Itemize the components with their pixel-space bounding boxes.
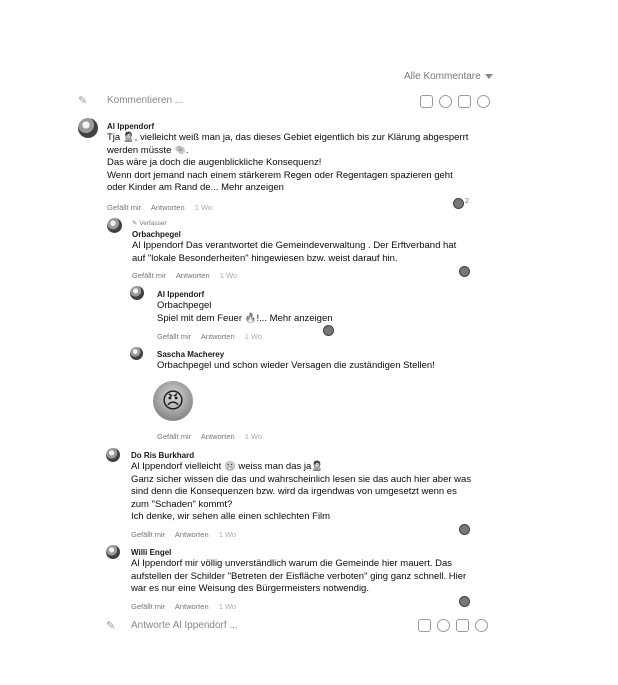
avatar[interactable] bbox=[106, 448, 120, 462]
sticker-icon[interactable] bbox=[420, 95, 433, 108]
emoji-icon[interactable] bbox=[437, 619, 450, 632]
comment-author[interactable]: Al Ippendorf bbox=[157, 290, 205, 299]
like-reaction-icon[interactable] bbox=[323, 325, 334, 336]
comment-text: Al Ippendorf Das verantwortet die Gemeindeverwaltung . Der Erftverband hat auf "lokale Besonderheiten" hingewiesen bzw. weist darauf hin. bbox=[132, 240, 457, 264]
avatar[interactable] bbox=[107, 218, 122, 233]
reply-button[interactable]: Antworten bbox=[200, 332, 235, 341]
reply-input[interactable]: Antworte Al Ippendorf ... bbox=[131, 620, 238, 631]
comment-author[interactable]: Do Ris Burkhard bbox=[131, 451, 195, 460]
like-button[interactable]: Gefällt mir bbox=[131, 602, 166, 611]
comment-author[interactable]: Willi Engel bbox=[131, 548, 172, 557]
like-button[interactable]: Gefällt mir bbox=[132, 271, 167, 280]
sort-dropdown[interactable] bbox=[404, 71, 493, 82]
comment-actions bbox=[157, 432, 270, 441]
avatar[interactable] bbox=[130, 286, 144, 300]
comment-text: Al Ippendorf vielleicht 🤫 weiss man das ja🙎 Ganz sicher wissen die das und wahrscheinlich lesen sie das auch hier aber was sind denn die Konsequenzen bzw. wird da irgendwas von umgesetzt wenn es zum "Schaden" kommt? Ich denke, wir sehen alle einen schlechten Film bbox=[131, 461, 472, 522]
reply-button[interactable]: Antworten bbox=[174, 530, 209, 539]
reply-button[interactable]: Antworten bbox=[200, 432, 235, 441]
like-reaction-icon[interactable] bbox=[453, 198, 464, 209]
avatar[interactable] bbox=[106, 545, 120, 559]
timestamp[interactable]: 1 Wo bbox=[194, 203, 213, 212]
comment-actions bbox=[131, 530, 244, 539]
like-button[interactable]: Gefällt mir bbox=[131, 530, 166, 539]
avatar[interactable] bbox=[130, 347, 143, 360]
chevron-down-icon bbox=[485, 74, 493, 79]
camera-icon[interactable] bbox=[477, 95, 490, 108]
composer-tools bbox=[420, 95, 490, 108]
camera-icon[interactable] bbox=[475, 619, 488, 632]
comment-text: Al Ippendorf mir völlig unverständlich warum die Gemeinde hier mauert. Das aufstellen der Schilder "Betreten der Eisfläche verboten" ging ganz schnell. Hier war es nur eine Weisung des Bürgermeisters notwendig. bbox=[131, 558, 467, 594]
like-reaction-icon[interactable] bbox=[459, 266, 470, 277]
author-badge: ✎ Verfasser bbox=[132, 220, 167, 227]
more-link[interactable]: Mehr anzeigen bbox=[269, 312, 333, 324]
reply-tools bbox=[418, 619, 488, 632]
comment-text: Tja 🙎, vielleicht weiß man ja, das dieses Gebiet eigentlich bis zur Klärung abgesperrt werden müsste 🤏. Das wäre ja doch die augenblickliche Konsequenz! Wenn dort jemand nach einem stärkerem Regen oder Regentagen spazieren geht oder Kinder am Rand de... Mehr anzeigen bbox=[107, 132, 469, 193]
like-button[interactable]: Gefällt mir bbox=[157, 432, 192, 441]
reply-button[interactable]: Antworten bbox=[175, 271, 210, 280]
like-reaction-icon[interactable] bbox=[459, 596, 470, 607]
comment-input[interactable]: Kommentieren ... bbox=[107, 95, 184, 106]
avatar[interactable] bbox=[78, 118, 98, 138]
reply-button[interactable]: Antworten bbox=[150, 203, 185, 212]
reaction-count[interactable]: 2 bbox=[465, 198, 469, 205]
comment-text: Orbachpegel Spiel mit dem Feuer 🔥!... Mehr anzeigen bbox=[157, 300, 333, 324]
comment-author[interactable]: Al Ippendorf bbox=[107, 122, 155, 131]
like-button[interactable]: Gefällt mir bbox=[157, 332, 192, 341]
gif-icon[interactable] bbox=[458, 95, 471, 108]
emoji-icon[interactable] bbox=[439, 95, 452, 108]
like-reaction-icon[interactable] bbox=[459, 524, 470, 535]
user-avatar-icon: ✎ bbox=[106, 620, 116, 632]
timestamp[interactable]: 1 Wo bbox=[218, 530, 237, 539]
comment-actions bbox=[107, 203, 220, 212]
more-link[interactable]: Mehr anzeigen bbox=[221, 182, 284, 193]
gif-icon[interactable] bbox=[456, 619, 469, 632]
comment-author[interactable]: Sascha Macherey bbox=[157, 350, 225, 359]
timestamp[interactable]: 1 Wo bbox=[244, 432, 263, 441]
timestamp[interactable]: 1 Wo bbox=[219, 271, 238, 280]
sort-label: Alle Kommentare bbox=[404, 71, 481, 82]
timestamp[interactable]: 1 Wo bbox=[244, 332, 263, 341]
comment-actions bbox=[131, 602, 244, 611]
timestamp[interactable]: 1 Wo bbox=[218, 602, 237, 611]
like-button[interactable]: Gefällt mir bbox=[107, 203, 142, 212]
angry-emoji-icon: 😠 bbox=[153, 381, 193, 421]
comment-author[interactable]: Orbachpegel bbox=[132, 230, 181, 239]
comment-text: Orbachpegel und schon wieder Versagen die zuständigen Stellen! bbox=[157, 360, 435, 371]
sticker-icon[interactable] bbox=[418, 619, 431, 632]
user-avatar-icon: ✎ bbox=[78, 95, 88, 107]
reply-button[interactable]: Antworten bbox=[174, 602, 209, 611]
comment-actions bbox=[132, 271, 245, 280]
comment-actions bbox=[157, 332, 270, 341]
